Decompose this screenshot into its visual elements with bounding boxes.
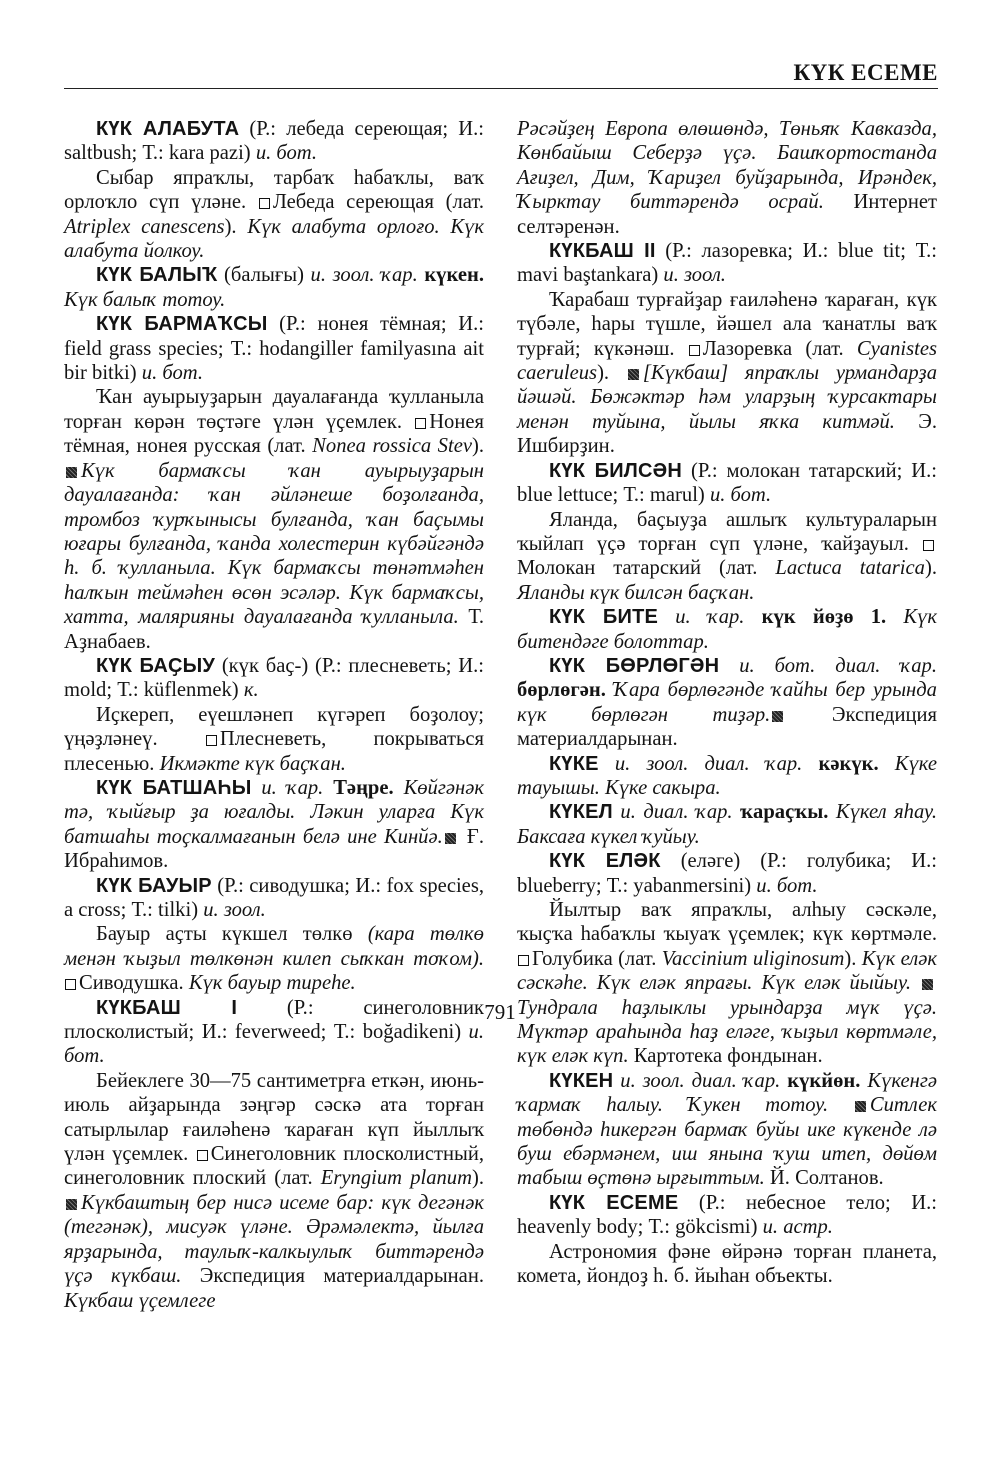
- headword: КҮК БАРМАҠСЫ: [96, 313, 268, 336]
- punctuation: ).: [924, 557, 937, 580]
- citation-text: Күкбаштың бер нисә исеме бар: күк дегәнәк (тегәнәк), мисуәк үләне. Әрәмәлектә, йылға ярҙарында, таулыҡ-калкыулыҡ биттәрендә үҫә күкбаш.: [64, 1191, 484, 1288]
- russian-equivalent-marker-icon: [259, 198, 270, 209]
- grammar-label: и. ҡар.: [261, 776, 324, 799]
- headword: КҮК БАҪЫУ: [96, 654, 216, 677]
- headword: КҮК БАТШАҺЫ: [96, 776, 252, 799]
- page-number: 791: [484, 1000, 516, 1024]
- translations: (Р.: нонея тёмная; И.: field grass species; Т.: hodangiller familyasına ait bir bitki): [64, 313, 484, 385]
- grammar-label: к.: [243, 679, 259, 702]
- cross-reference: кәкүк.: [802, 752, 895, 775]
- translations: [658, 606, 675, 628]
- dictionary-entry: [64, 654, 484, 776]
- grammar-label: и. бот.: [141, 362, 204, 385]
- dictionary-entry: [517, 752, 937, 801]
- russian-equivalent: Голубика (лат.: [532, 947, 662, 970]
- dictionary-entry: [517, 117, 937, 239]
- headword: КҮК БАУЫР: [96, 874, 212, 897]
- russian-equivalent: Синеголовник плосколистный, синеголовник плоский (лат.: [64, 1143, 484, 1190]
- punctuation: ).: [597, 362, 626, 385]
- translations: (еләге) (Р.: голубика; И.: blueberry; Т.: yabanmersini): [517, 850, 937, 897]
- translations: (балығы): [217, 264, 311, 287]
- russian-equivalent: Нонея тёмная, нонея русская (лат.: [64, 410, 484, 458]
- dictionary-entry: [64, 312, 484, 654]
- citation-marker-icon: [66, 1199, 77, 1210]
- translations: (Р.: лазоревка; И.: blue tit; Т.: mavi baştankara): [517, 240, 937, 287]
- example-text: Күк еләк сәскәһе. Күк еләк япрағы. Күк еләк йыйыу.: [517, 947, 938, 995]
- grammar-label: и. бот. диал. ҡар.: [739, 654, 937, 677]
- grammar-label: и. зоол. диал. ҡар.: [614, 752, 803, 775]
- dictionary-entry: [517, 1191, 937, 1289]
- dictionary-entry: [517, 1069, 937, 1191]
- dictionary-entry: [517, 605, 937, 654]
- dictionary-entry: [517, 849, 937, 1069]
- translations: [719, 655, 739, 677]
- dictionary-entry: [517, 239, 937, 459]
- cross-reference: бөрлөгән.: [517, 679, 614, 702]
- example-text: Күк алабута орлоғо. Күк алабута йолкоу.: [64, 215, 485, 263]
- grammar-label: и. диал. ҡар.: [620, 801, 733, 824]
- cross-reference: күкен.: [417, 264, 484, 287]
- latin-name: Atriplex canescens: [64, 215, 225, 238]
- russian-equivalent-marker-icon: [206, 735, 217, 746]
- running-head: КҮК ЕСЕМЕ: [64, 60, 938, 89]
- headword: КҮК ЕСЕМЕ: [549, 1191, 679, 1214]
- source-citation: Ғ. Ибраһимов.: [64, 825, 484, 873]
- grammar-label: и. бот.: [255, 142, 318, 165]
- dictionary-entry: [517, 654, 937, 752]
- latin-name: Lactuca tatarica: [775, 557, 925, 580]
- headword: КҮК БАЛЫҠ: [96, 264, 218, 287]
- citation-text: [Күкбаш] япраҡлы урмандарҙа йәшәй. Бөжәктәр һәм уларҙың ҡурсактары менән туйына, йылы яҡка китмәй.: [517, 362, 937, 433]
- example-text: Рәсәйҙең Европа өлөшөндә, Төньяҡ Кавказда, Көнбайыш Себерҙә үҫә. Башҡортостанда Ағиҙел, Дим, Ҡариҙел буйҙарында, Ирәндек, Ҡырктау биттәрендә осрай.: [517, 118, 937, 214]
- russian-equivalent: Лебеда сереющая (лат.: [272, 191, 485, 214]
- source-citation: Э. Ишбирҙин.: [517, 410, 937, 458]
- headword: КҮК АЛАБУТА: [96, 118, 240, 140]
- example-text: Икмәкте күк баҫҡан.: [159, 752, 346, 775]
- source-citation: Картотека фондынан.: [628, 1045, 823, 1068]
- translations: (Р.: лебеда сереющая; И.: saltbush; Т.: kara pazi): [64, 118, 484, 165]
- headword: КҮК БИЛСӘН: [549, 459, 683, 482]
- definition: Йылтыр ваҡ япраҡлы, алһыу сәскәле, ҡыҫҡа һабаҡлы ҡыуаҡ үҫемлек; күк көртмәле.: [517, 899, 937, 946]
- example-text: Яланды күк билсән баҫҡан.: [517, 581, 755, 604]
- citation-text: Тундрала һаҙлыклы урындарҙа мүк үҫә. Мүктәр араһында һаҙ еләге, ҡыҙыл көртмәле, күк еләк күп.: [517, 996, 937, 1068]
- translations: [251, 777, 261, 799]
- source-citation: Интернет селтәренән.: [517, 191, 937, 238]
- source-citation: Т. Аҙнабаев.: [64, 606, 484, 653]
- example-text: Күкел яһау. Баксаға күкел ҡуйыу.: [517, 801, 937, 848]
- example-text: Күке тауышы. Күке сакыра.: [517, 752, 938, 799]
- translations: (күк баҫ-) (Р.: плесневеть; И.: mold; Т.: küflenmek): [64, 654, 484, 702]
- russian-equivalent-marker-icon: [415, 418, 426, 429]
- headword: КҮК БИТЕ: [549, 606, 659, 629]
- dictionary-entry: [64, 874, 484, 996]
- cross-reference: күкйөн.: [780, 1069, 868, 1092]
- translations: [599, 753, 615, 775]
- latin-name: Nonea rossica Stev: [312, 435, 472, 458]
- grammar-label: и. бот.: [64, 1021, 484, 1068]
- source-citation: Й. Солтанов.: [764, 1167, 884, 1190]
- russian-equivalent: Сиводушка.: [79, 972, 189, 995]
- translations: (Р.: сиводушка; И.: fox species, a cross; Т.: tilki): [64, 874, 484, 921]
- grammar-label: и. бот.: [756, 874, 818, 897]
- headword: КҮКЕЛ: [549, 801, 613, 824]
- russian-equivalent: Молокан татарский (лат.: [517, 557, 776, 580]
- citation-text: Ситлек төбөндә һикергән бармаҡ буйы ике күкенде лә буш ебәрмәнем, иш янына ҡуш итеп, дөйөм табыш өҫтөнә ырғыттым.: [517, 1094, 937, 1190]
- latin-name: Eryngium planum: [320, 1167, 472, 1190]
- citation-marker-icon: [855, 1101, 866, 1112]
- example-text: Күк бауыр тиреһе.: [188, 972, 356, 995]
- russian-equivalent-marker-icon: [518, 955, 529, 966]
- headword: КҮКБАШ I: [96, 996, 238, 1019]
- translations: (Р.: небесное тело; И.: heavenly body; Т.: gökcismi): [517, 1191, 937, 1239]
- source-citation: Экспедиция материалдарынан.: [517, 703, 938, 751]
- headword: КҮК БӨРЛӨГӘН: [549, 654, 720, 677]
- dictionary-entry: [64, 117, 484, 263]
- definition: Бауыр аҫты күкшел төлкө: [96, 923, 368, 946]
- dictionary-entry: [517, 459, 937, 605]
- dictionary-entry: [64, 776, 484, 874]
- cross-reference: күк йөҙө 1.: [744, 606, 904, 629]
- russian-equivalent-marker-icon: [65, 979, 76, 990]
- dictionary-entry: [64, 996, 484, 1313]
- punctuation: ).: [471, 435, 484, 458]
- dictionary-entry: [64, 263, 484, 312]
- grammar-label: и. ҡар.: [675, 606, 745, 629]
- headword: КҮКЕН: [549, 1069, 614, 1092]
- citation-marker-icon: [922, 979, 933, 990]
- grammar-label: и. зоол.: [663, 264, 726, 287]
- grammar-label: и. астр.: [762, 1216, 833, 1239]
- russian-equivalent-marker-icon: [689, 345, 700, 356]
- citation-marker-icon: [628, 369, 639, 380]
- definition: Ҡарабаш турғайҙар ғаиләһенә ҡараған, күк түбәле, һары түшле, йәшел ала ҡанатлы ваҡ турғай; күкәнәш.: [517, 288, 937, 360]
- citation-text: Күк бармаҡсы ҡан ауырыуҙарын дауалағанда: ҡан әйләнеше боҙолғанда, тромбоз ҡурҡыныcы булғанда, ҡан баҫымы юғары булғанда, ҡанда холестерин күбәйгәндә һ. б. ҡулланыла. Күк бармаҡсы төнәтмәһен һалҡын теймәһен өсөн эсәләр. Күк бармаҡсы, хатта, малярияны дауалағанда ҡулланыла.: [64, 459, 484, 629]
- citation-marker-icon: [66, 467, 77, 478]
- example-text: Күкенгә ҡармаҡ һалыу. Ҡукен тотоу.: [517, 1069, 937, 1117]
- left-column: [64, 117, 484, 1313]
- cross-reference: Тәңре.: [323, 776, 404, 799]
- translations: (Р.: молокан татарский; И.: blue lettuce; Т.: marul): [517, 459, 937, 507]
- example-text: Күк балыҡ тотоу.: [64, 288, 226, 311]
- grammar-label: и. зоол. ҡар.: [310, 264, 418, 287]
- grammar-label: и. зоол. диал. ҡар.: [620, 1069, 781, 1092]
- definition-note: (кара төлкө менән ҡыҙыл төлкөнән килеп сыҡкан тоҡом).: [64, 923, 484, 970]
- russian-equivalent: Лазоревка (лат.: [702, 337, 857, 360]
- russian-equivalent: Плесневеть, покрываться плесенью.: [64, 728, 485, 775]
- russian-equivalent-marker-icon: [197, 1150, 208, 1161]
- source-citation: Экспедиция материалдарынан.: [181, 1265, 484, 1288]
- cross-reference: ҡараҫҡы.: [732, 801, 836, 824]
- translations: (Р.: синеголовник плосколистый; И.: feverweed; Т.: boğadikeni): [64, 996, 484, 1044]
- latin-name: Cyanistes caeruleus: [517, 337, 937, 385]
- definition: Яланда, баҫыуҙа ашлыҡ культураларын ҡыйлап үҫә торған сүп үләне, ҡайҙауыл.: [517, 508, 937, 555]
- punctuation: ).: [224, 215, 248, 238]
- headword: КҮКЕ: [549, 752, 599, 775]
- citation-marker-icon: [772, 711, 783, 722]
- punctuation: ).: [844, 947, 862, 970]
- headword: КҮКБАШ II: [549, 240, 656, 263]
- definition: Иҫкереп, еүешләнеп күгәреп боҙолоу; үңәҙләнеү.: [64, 703, 484, 751]
- punctuation: ).: [471, 1167, 484, 1190]
- example-text: Ҡара бөрлөгәнде ҡайһы бер урында күк бөрлөгән тиҙәр.: [517, 679, 937, 726]
- example-text: Күк битендәге болоттар.: [517, 606, 937, 653]
- definition: Астрономия фәне өйрәнә торған планета, комета, йондоҙ һ. б. йыһан объекты.: [517, 1240, 937, 1288]
- headword: КҮК ЕЛӘК: [549, 850, 661, 873]
- grammar-label: и. зоол.: [203, 899, 266, 921]
- definition: Сыбар япраҡлы, тарбаҡ һабаҡлы, ваҡ орлоҡло сүп үләне.: [64, 166, 484, 214]
- russian-equivalent-marker-icon: [923, 540, 934, 551]
- right-column: [517, 117, 937, 1289]
- definition: Бейеклеге 30—75 сантиметрға еткән, июнь-июль айҙарында зәңгәр сәскә ата торған сатырлылар ғаиләһенә ҡараған күп йыллыҡ үлән үҫемлек.: [64, 1069, 484, 1166]
- dictionary-entry: [517, 800, 937, 849]
- citation-text: Күкбаш үҫемлеге: [64, 1289, 216, 1312]
- citation-marker-icon: [445, 833, 456, 844]
- latin-name: Vaccinium uliginosum: [661, 947, 845, 970]
- example-text: Көйгәнәк тә, ҡыйғыр ҙа юғалды. Ләкин уларға Күк батшаһы тоҫкалмағанын белә ине Кинйә.: [64, 776, 484, 848]
- grammar-label: и. бот.: [709, 484, 772, 507]
- definition: Ҡан ауырыуҙарын дауалағанда ҡулланыла торған көрән төҫтәге үлән үҫемлек.: [64, 386, 484, 433]
